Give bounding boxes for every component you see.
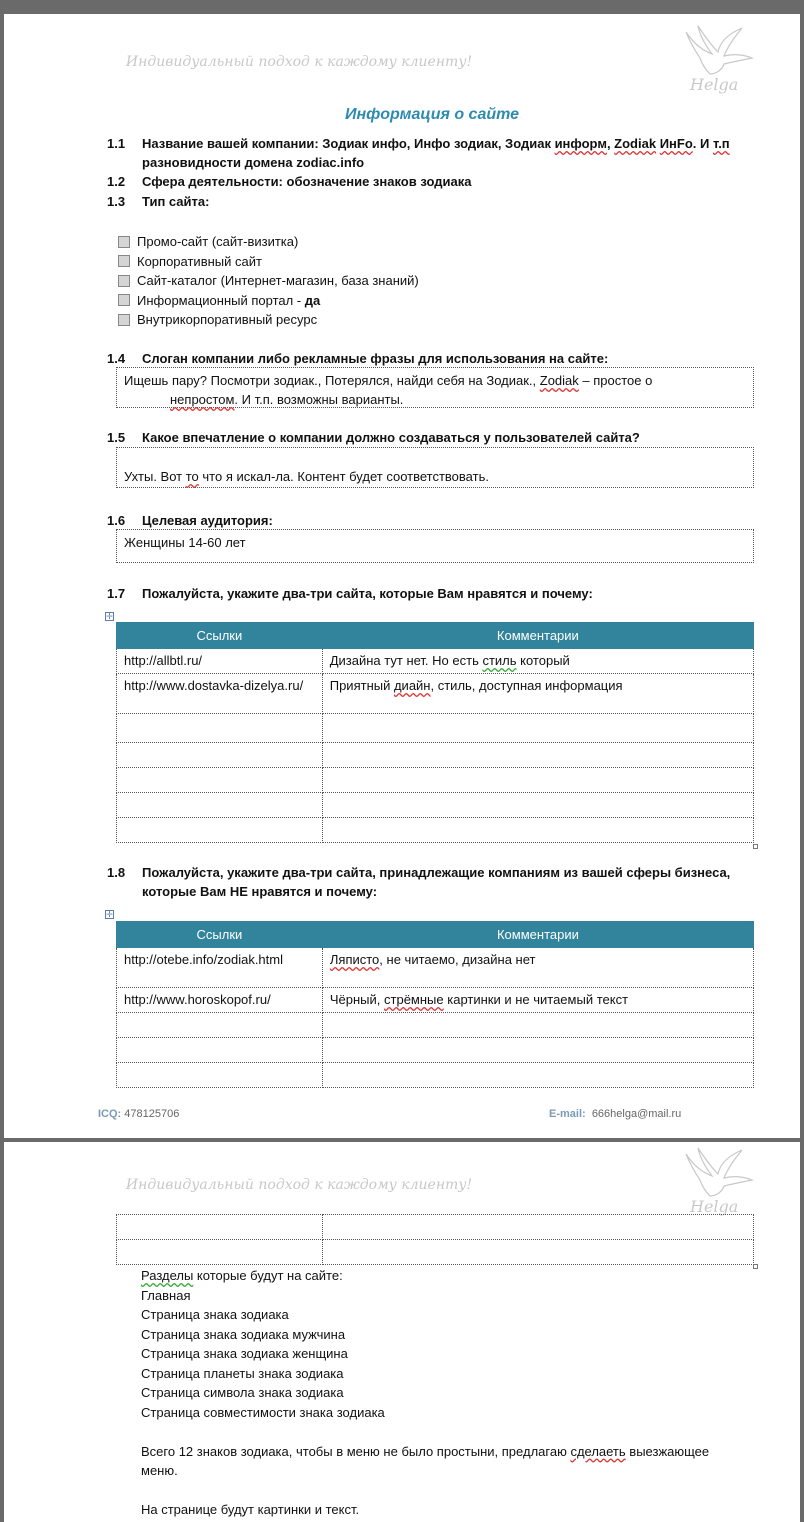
checkbox[interactable]: [118, 255, 130, 267]
logo-text: Helga: [690, 1197, 739, 1216]
table-row: [117, 743, 754, 768]
checkbox[interactable]: [118, 294, 130, 306]
liked-sites-table: [116, 622, 754, 843]
table-row: [117, 1215, 754, 1240]
table-row: [117, 1240, 754, 1265]
document-page-2: [4, 1142, 800, 1522]
list-item: Страница знака зодиака: [141, 1307, 289, 1322]
answer-box-impression[interactable]: Ухты. Вот то что я искал-ла. Контент будет соответствовать.: [116, 447, 754, 488]
answer-box-slogan[interactable]: Ищешь пару? Посмотри зодиак., Потерялся, найди себя на Зодиак., Zodiak – простое о непростом. И т.п. возможны варианты.: [116, 367, 754, 408]
empty-cell[interactable]: [117, 793, 323, 818]
site-sections: Разделы которые будут на сайте: Главная Страница знака зодиака Страница знака зодиака мужчина Страница знака зодиака женщина Страница планеты знака зодиака Страница символа знака зодиака Страница совместимости знака зодиака Всего 12 знаков зодиака, чтобы в меню не было простыни, предлагаю сделаеть выезжающее меню. На странице будут картинки и текст.: [141, 1266, 721, 1520]
site-type-option[interactable]: Корпоративный сайт: [118, 252, 419, 272]
site-type-option[interactable]: Информационный портал - да: [118, 291, 419, 311]
header-slogan: Индивидуальный подход к каждому клиенту!: [125, 1177, 473, 1193]
table-row: [117, 1063, 754, 1088]
table-resize-handle[interactable]: [753, 1264, 758, 1269]
checkbox[interactable]: [118, 275, 130, 287]
table-row: [117, 818, 754, 843]
list-item: Страница знака зодиака женщина: [141, 1346, 348, 1361]
column-header-comments: Комментарии: [322, 623, 753, 649]
footer-icq: ICQ: 478125706: [98, 1108, 180, 1120]
empty-cell[interactable]: [322, 743, 753, 768]
question-1-1: 1.1 Название вашей компании: Зодиак инфо, Инфо зодиак, Зодиак информ, Zodiak ИнFo. И т.п разновидности домена zodiac.info: [107, 136, 730, 170]
link-cell[interactable]: http://otebe.info/zodiak.html: [117, 948, 323, 988]
logo-text: Helga: [690, 75, 739, 94]
empty-cell[interactable]: [322, 1013, 753, 1038]
question-1-7: 1.7 Пожалуйста, укажите два-три сайта, которые Вам нравятся и почему:: [107, 586, 593, 601]
list-item: Страница планеты знака зодиака: [141, 1365, 344, 1381]
question-1-6: 1.6 Целевая аудитория:: [107, 513, 273, 528]
site-type-option[interactable]: Сайт-каталог (Интернет-магазин, база знаний): [118, 271, 419, 291]
comment-cell[interactable]: Чёрный, стрёмные картинки и не читаемый текст: [322, 988, 753, 1013]
empty-cell[interactable]: [322, 1038, 753, 1063]
empty-cell[interactable]: [322, 714, 753, 743]
site-type-option[interactable]: Промо-сайт (сайт-визитка): [118, 232, 419, 252]
empty-cell[interactable]: [117, 743, 323, 768]
column-header-links: Ссылки: [117, 623, 323, 649]
table-move-handle-icon[interactable]: ✛: [106, 612, 113, 621]
list-item: Страница совместимости знака зодиака: [141, 1404, 385, 1420]
disliked-sites-table-continued: [116, 1214, 754, 1265]
content-paragraph: На странице будут картинки и текст.: [141, 1502, 360, 1517]
question-1-8: 1.8 Пожалуйста, укажите два-три сайта, принадлежащие компаниям из вашей сферы бизнеса, которые Вам НЕ нравятся и почему:: [107, 865, 731, 899]
empty-cell[interactable]: [322, 768, 753, 793]
checkbox[interactable]: [118, 314, 130, 326]
empty-cell[interactable]: [322, 793, 753, 818]
table-row: [117, 768, 754, 793]
table-row: [117, 1013, 754, 1038]
link-cell[interactable]: http://www.horoskopof.ru/: [117, 988, 323, 1013]
table-move-handle-icon[interactable]: ✛: [106, 910, 113, 919]
empty-cell[interactable]: [322, 1063, 753, 1088]
table-row: [117, 793, 754, 818]
empty-cell[interactable]: [322, 1215, 753, 1240]
column-header-links: Ссылки: [117, 922, 323, 948]
comment-cell[interactable]: Дизайна тут нет. Но есть стиль который: [322, 649, 753, 674]
site-type-list: [118, 232, 419, 330]
document-page-1: [4, 14, 800, 1138]
footer-email: E-mail: 666helga@mail.ru: [549, 1108, 682, 1120]
question-1-3: 1.3 Тип сайта:: [107, 194, 210, 209]
empty-cell[interactable]: [117, 1038, 323, 1063]
table-row: [117, 649, 754, 674]
empty-cell[interactable]: [117, 768, 323, 793]
site-type-option[interactable]: Внутрикорпоративный ресурс: [118, 310, 419, 330]
table-row: [117, 714, 754, 743]
empty-cell[interactable]: [322, 818, 753, 843]
header-slogan: Индивидуальный подход к каждому клиенту!: [125, 54, 473, 70]
link-cell[interactable]: http://www.dostavka-dizelya.ru/: [117, 674, 323, 714]
table-row: [117, 1038, 754, 1063]
page-title: Информация о сайте: [344, 106, 520, 123]
empty-cell[interactable]: [117, 1063, 323, 1088]
empty-cell[interactable]: [117, 1013, 323, 1038]
table-row: [117, 948, 754, 988]
table-row: [117, 674, 754, 714]
table-row: [117, 988, 754, 1013]
menu-paragraph: Всего 12 знаков зодиака, чтобы в меню не было простыни, предлагаю сделаеть выезжающее меню.: [141, 1443, 710, 1478]
answer-box-audience[interactable]: Женщины 14-60 лет: [116, 529, 754, 563]
link-cell[interactable]: http://allbtl.ru/: [117, 649, 323, 674]
empty-cell[interactable]: [322, 1240, 753, 1265]
list-item: Страница символа знака зодиака: [141, 1385, 344, 1400]
empty-cell[interactable]: [117, 1215, 323, 1240]
table-resize-handle[interactable]: [753, 844, 758, 849]
empty-cell[interactable]: [117, 714, 323, 743]
comment-cell[interactable]: Ляписто, не читаемо, дизайна нет: [322, 948, 753, 988]
comment-cell[interactable]: Приятный диайн, стиль, доступная информация: [322, 674, 753, 714]
helga-logo: [676, 24, 756, 96]
question-1-2: 1.2 Сфера деятельности: обозначение знаков зодиака: [107, 174, 472, 189]
disliked-sites-table: [116, 921, 754, 1088]
question-1-4: 1.4 Слоган компании либо рекламные фразы для использования на сайте:: [107, 351, 609, 366]
empty-cell[interactable]: [117, 1240, 323, 1265]
list-item: Страница знака зодиака мужчина: [141, 1326, 346, 1342]
list-item: Главная: [141, 1287, 191, 1303]
helga-logo: [676, 1146, 756, 1218]
empty-cell[interactable]: [117, 818, 323, 843]
column-header-comments: Комментарии: [322, 922, 753, 948]
checkbox[interactable]: [118, 236, 130, 248]
question-1-5: 1.5 Какое впечатление о компании должно создаваться у пользователей сайта?: [107, 430, 640, 445]
